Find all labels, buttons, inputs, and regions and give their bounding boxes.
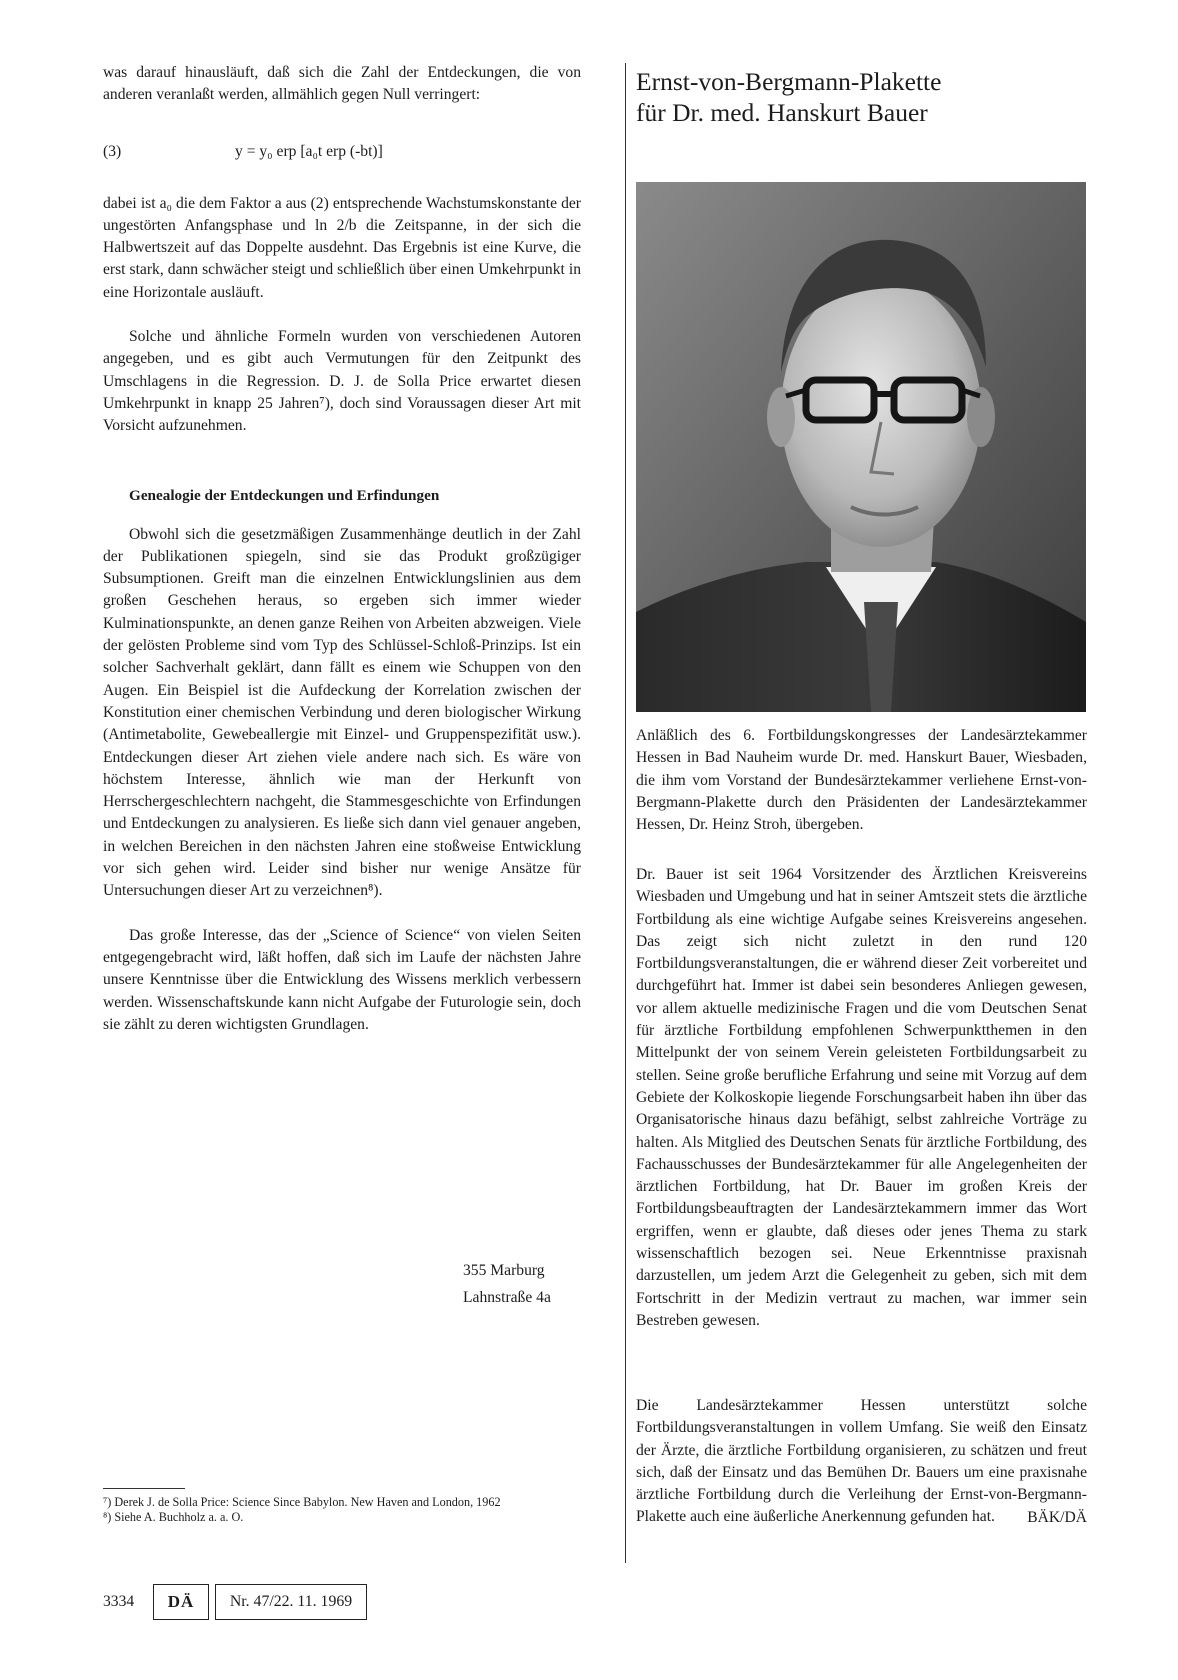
- footnote-8: ⁸) Siehe A. Buchholz a. a. O.: [103, 1510, 244, 1524]
- section-heading: Genealogie der Entdeckungen und Erfindungen: [129, 486, 440, 504]
- article-signature: BÄK/DÄ: [1027, 1508, 1087, 1526]
- body-paragraph-2: Die Landesärztekammer Hessen unterstützt solche Fortbildungsveranstaltungen in vollem Umfang. Sie weiß den Einsatz der Ärzte, die ärztliche Fortbildung organisieren, zu schätzen und freut sich, daß der Einsatz und das Bemühen Dr. Bauers um eine praxisnahe ärztliche Fortbildung durch die Verleihung der Ernst-von-Bergmann-Plakette auch eine äußerliche Anerkennung gefunden hat.: [636, 1397, 1087, 1526]
- article-title: [636, 66, 1087, 128]
- author-address: [463, 1257, 551, 1311]
- page-footer: [103, 1583, 367, 1621]
- article-title-line-2: für Dr. med. Hanskurt Bauer: [636, 98, 928, 127]
- body-paragraph-1: Dr. Bauer ist seit 1964 Vorsitzender des Ärztlichen Kreisvereins Wiesbaden und Umgebung und hat in seiner Amtszeit stets die ärztliche Fortbildung als eine wichtige Aufgabe seines Kreisvereins angesehen. Das zeigt sich nicht zuletzt in den rund 120 Fortbildungsveranstaltungen, die er während dieser Zeit vorbereitet und durchgeführt hat. Immer ist dabei sein besonderes Anliegen gewesen, vor allem aktuelle medizinische Fragen und die vom Deutschen Senat für ärztliche Fortbildung empfohlenen Schwerpunktthemen in den Mittelpunkt der von seinem Verein geleisteten Fortbildungsarbeit zu stellen. Seine große berufliche Erfahrung und seine mit Vorzug auf dem Gebiete der Kolkoskopie liegende Forschungsarbeit haben ihn über das Organisatorische hinaus dazu befähigt, selbst zahlreiche Vorträge zu halten. Als Mitglied des Deutschen Senats für ärztliche Fortbildung, des Fachausschusses der Bundesärztekammer für alle Angelegenheiten der ärztlichen Fortbildung, hat Dr. Bauer im großen Kreis der Fortbildungsbeauftragten der Landesärztekammern immer das Wort ergriffen, wenn er glaubte, daß dieses oder jenes Thema zu stark wissenschaftlich bezogen sei. Neue Erkenntnisse praxisnah darzustellen, um jedem Arzt die Gelegenheit zu geben, sich mit dem Fortschritt in der Medizin vertraut zu machen, war immer sein Bestreben gewesen.: [636, 866, 1087, 1329]
- article-header: [636, 66, 1087, 128]
- paragraph-3: Obwohl sich die gesetzmäßigen Zusammenhänge deutlich in der Zahl der Publikationen spiegeln, sind sie das Produkt großzügiger Subsumptionen. Greift man die einzelnen Entwicklungslinien aus dem großen Geschehen heraus, so ergeben sich immer wieder Kulminationspunkte, an denen ganze Reihen von Arbeiten abzweigen. Viele der gelösten Probleme sind vom Typ des Schlüssel-Schloß-Prinzips. Ist ein solcher Sachverhalt geklärt, dann fällt es einem wie Schuppen von den Augen. Ein Beispiel ist die Aufdeckung der Korrelation zwischen der Konstitution einer chemischen Verbindung und deren biologischer Wirkung (Antimetabolite, Gewebeallergie mit Einzel- und Gruppenspezifität usw.). Entdeckungen dieser Art ziehen viele andere nach sich. Es wäre von höchstem Interesse, ähnlich wie man der Herkunft von Herrschergeschlechtern nachgeht, die Stammesgeschichte von Erfindungen und Entdeckungen zu analysieren. Es ließe sich dann viel genauer angeben, in welchen Bereichen in den nächsten Jahren eine stoßweise Entwicklung vor sich gehen wird. Leider sind bisher nur wenige Ansätze für Untersuchungen dieser Art zu verzeichnen⁸).: [103, 525, 581, 900]
- formula-3: [103, 143, 581, 169]
- column-divider: [625, 63, 626, 1563]
- photo-caption: [636, 725, 1087, 836]
- formula-number: (3): [103, 142, 122, 160]
- address-city: 355 Marburg: [463, 1262, 545, 1279]
- journal-logo: DÄ: [153, 1584, 209, 1620]
- article-closing: [636, 1395, 1087, 1529]
- page-number: 3334: [103, 1593, 135, 1610]
- article-title-line-1: Ernst-von-Bergmann-Plakette: [636, 67, 942, 96]
- footnotes: [103, 1495, 581, 1525]
- caption-text: Anläßlich des 6. Fortbildungskongresses der Landesärztekammer Hessen in Bad Nauheim wurde Dr. med. Hanskurt Bauer, Wiesbaden, die ihm vom Vorstand der Bundesärztekammer verliehene Ernst-von-Bergmann-Plakette durch den Präsidenten der Landesärztekammer Hessen, Dr. Heinz Stroh, übergeben.: [636, 727, 1087, 834]
- footnote-rule: [103, 1488, 185, 1489]
- footnote-7: ⁷) Derek J. de Solla Price: Science Since Babylon. New Haven and London, 1962: [103, 1495, 501, 1509]
- address-street: Lahnstraße 4a: [463, 1289, 551, 1306]
- left-column: [103, 62, 581, 1036]
- formula-expression: y = y₀ erp [a₀t erp (-bt)]: [235, 142, 383, 160]
- portrait-photo: [636, 182, 1086, 712]
- paragraph-4: Das große Interesse, das der „Science of Science“ von vielen Seiten entgegengebracht wird, läßt hoffen, daß sich im Laufe der nächsten Jahre unsere Kenntnisse über die Entwicklung des Wissens merklich verbessern werden. Wissenschaftskunde kann nicht Aufgabe der Futurologie sein, doch sie zählt zu deren wichtigsten Grundlagen.: [103, 926, 581, 1033]
- paragraph-1: dabei ist a₀ die dem Faktor a aus (2) entsprechende Wachstumskonstante der ungestörten Anfangsphase und ln 2/b die Zeitspanne, in der sich die Halbwertszeit auf das Doppelte ausdehnt. Das Ergebnis ist eine Kurve, die erst stark, dann schwächer steigt und schließlich über einen Umkehrpunkt in eine Horizontale ausläuft.: [103, 194, 581, 301]
- issue-info: Nr. 47/22. 11. 1969: [215, 1584, 367, 1620]
- intro-paragraph: was darauf hinausläuft, daß sich die Zahl der Entdeckungen, die von anderen veranlaßt werden, allmählich gegen Null verringert:: [103, 64, 581, 104]
- article-body: [636, 864, 1087, 1332]
- paragraph-2: Solche und ähnliche Formeln wurden von verschiedenen Autoren angegeben, und es gibt auch Vermutungen für den Zeitpunkt des Umschlagens in die Regression. D. J. de Solla Price erwartet diesen Umkehrpunkt in knapp 25 Jahren⁷), doch sind Voraussagen dieser Art mit Vorsicht aufzunehmen.: [103, 328, 581, 435]
